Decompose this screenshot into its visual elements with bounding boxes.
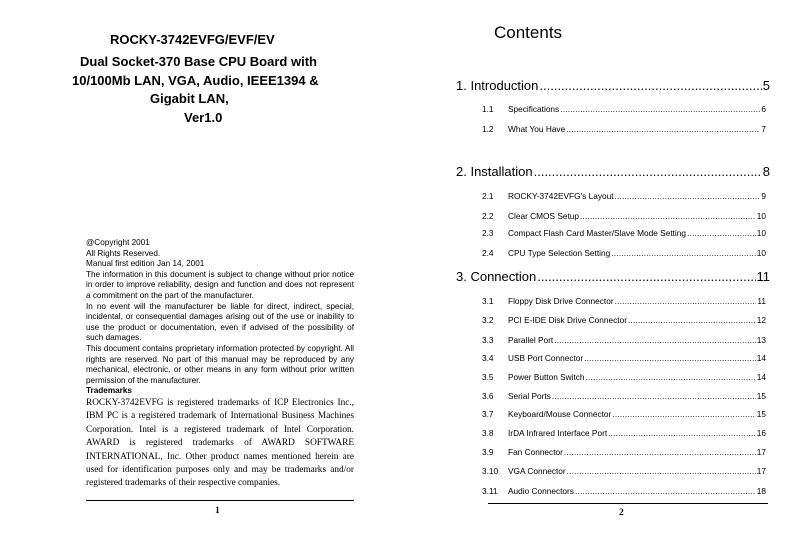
toc-item-title: VGA Connector [508,466,566,476]
toc-item-title: Floppy Disk Drive Connector [508,296,614,306]
toc-item-number: 3.8 [482,428,494,438]
toc-section-title: 2. Installation [456,164,533,179]
toc-item-title: Specifications [508,104,560,114]
toc-item[interactable] [482,372,766,382]
leader-dots [552,391,756,401]
toc-page-number: 15 [756,409,766,419]
toc-page-number: 10 [756,211,766,221]
toc-section-title: 1. Introduction [456,78,539,93]
leader-dots [612,409,755,419]
toc-item-number: 2.2 [482,211,494,221]
toc-item-number: 3.3 [482,335,494,345]
toc-item[interactable] [482,296,766,306]
toc-item-title: CPU Type Selection Setting [508,248,611,258]
title-line-3: 10/100Mb LAN, VGA, Audio, IEEE1394 & [72,73,319,88]
toc-page-number: 12 [756,315,766,325]
toc-item-title: PCI E-IDE Disk Drive Connector [508,315,627,325]
title-line-1: ROCKY-3742EVFG/EVF/EV [110,32,275,47]
notice-paragraph: The information in this document is subject to change without prior notice in order to improve reliability, design and function and does not represent a commitment on the part of the manufacturer. [86,269,354,300]
leader-dots [564,447,756,457]
toc-item[interactable] [482,335,766,345]
toc-item[interactable] [482,228,766,238]
toc-item-number: 3.9 [482,447,494,457]
footer-rule [86,500,354,501]
toc-item[interactable] [482,191,766,201]
toc-page-number: 14 [756,353,766,363]
toc-item-title: USB Port Connector [508,353,584,363]
toc-page-number: 5 [762,78,770,93]
toc-item[interactable] [482,447,766,457]
notice-paragraph: This document contains proprietary information protected by copyright. All rights are reserved. No part of this manual may be reproduced by any mechanical, electronic, or other means in any form without prior written permission of the manufacturer. [86,343,354,385]
leader-dots [611,248,756,258]
toc-item-number: 3.4 [482,353,494,363]
rights-line: All Rights Reserved. [86,248,161,258]
trademarks-text: ROCKY-3742EVFG is registered trademarks of ICP Electronics Inc., IBM PC is a registered trademark of International Business Machines Corporation. Intel is a registered trademark of Intel Corporation. AWARD is registered trademarks of AWARD SOFTWARE INTERNATIONAL, Inc. Other product names mentioned herein are used for identification purposes only and may be trademarks and/or registered trademarks of their respective companies. [86,397,354,489]
legal-notice [86,238,354,491]
toc-item-number: 1.1 [482,104,494,114]
toc-section-installation[interactable] [456,164,770,179]
toc-item-title: What You Have [508,124,566,134]
toc-item-title: Power Button Switch [508,372,585,382]
toc-item-number: 3.5 [482,372,494,382]
toc-item-title: Audio Connectors [508,486,574,496]
toc-item[interactable] [482,248,766,258]
page-number: 2 [619,508,624,518]
leader-dots [534,164,762,179]
toc-item-number: 3.1 [482,296,494,306]
title-line-2: Dual Socket-370 Base CPU Board with [80,54,317,69]
leader-dots [567,466,756,476]
contents-heading: Contents [494,23,563,42]
toc-section-connection[interactable] [456,269,770,284]
leader-dots [566,124,760,134]
toc-item[interactable] [482,486,766,496]
toc-item[interactable] [482,315,766,325]
toc-page-number: 11 [756,269,770,284]
leader-dots [560,104,760,114]
leader-dots [615,296,757,306]
toc-item[interactable] [482,391,766,401]
toc-item-number: 2.4 [482,248,494,258]
toc-page-number: 9 [761,191,766,201]
toc-item[interactable] [482,409,766,419]
notice-paragraph: In no event will the manufacturer be liable for direct, indirect, special, incidental, or consequential damages arising out of the use or inability to use the product or documentation, even if advised of the possibility of such damages. [86,301,354,343]
toc-item-number: 3.6 [482,391,494,401]
title-line-5: Ver1.0 [184,110,223,125]
toc-page-number: 7 [761,124,766,134]
toc-item-title: Compact Flash Card Master/Slave Mode Setting [508,228,686,238]
leader-dots [584,353,756,363]
toc-item-title: Parallel Port [508,335,554,345]
leader-dots [628,315,756,325]
toc-page-number: 8 [762,164,770,179]
toc-item-title: Keyboard/Mouse Connector [508,409,612,419]
toc-item-number: 2.1 [482,191,494,201]
leader-dots [687,228,756,238]
toc-page-number: 15 [756,391,766,401]
toc-item[interactable] [482,124,766,134]
toc-page-number: 11 [757,296,766,306]
leader-dots [608,428,756,438]
toc-section-introduction[interactable] [456,78,770,93]
toc-item[interactable] [482,353,766,363]
leader-dots [537,269,755,284]
title-line-4: Gigabit LAN, [150,91,229,106]
leader-dots [580,211,756,221]
edition-line: Manual first edition Jan 14, 2001 [86,259,205,269]
toc-page-number: 18 [756,486,766,496]
leader-dots [575,486,756,496]
toc-page-number: 6 [761,104,766,114]
page-number: 1 [215,506,220,516]
toc-page-number: 16 [756,428,766,438]
toc-page-number: 14 [756,372,766,382]
leader-dots [539,78,761,93]
right-page [404,0,808,544]
toc-page-number: 17 [756,447,766,457]
toc-item-title: Clear CMOS Setup [508,211,580,221]
toc-item[interactable] [482,466,766,476]
toc-item-number: 1.2 [482,124,494,134]
toc-item[interactable] [482,104,766,114]
toc-item-title: Serial Ports [508,391,551,401]
toc-item[interactable] [482,428,766,438]
toc-item[interactable] [482,211,766,221]
copyright-line: @Copyright 2001 [86,238,150,247]
toc-item-number: 3.2 [482,315,494,325]
toc-item-number: 3.10 [482,466,499,476]
toc-item-number: 3.7 [482,409,494,419]
leader-dots [586,372,756,382]
footer-rule [488,503,768,504]
toc-item-title: IrDA Infrared Interface Port [508,428,608,438]
toc-item-number: 3.11 [482,486,498,496]
toc-page-number: 10 [756,228,766,238]
toc-item-number: 2.3 [482,228,494,238]
toc-item-title: ROCKY-3742EVFG's Layout [508,191,614,201]
leader-dots [615,191,761,201]
toc-section-title: 3. Connection [456,269,537,284]
toc-page-number: 10 [756,248,766,258]
toc-page-number: 17 [756,466,766,476]
leader-dots [554,335,756,345]
toc-page-number: 13 [756,335,766,345]
toc-item-title: Fan Connector [508,447,563,457]
trademarks-heading: Trademarks [86,386,132,396]
